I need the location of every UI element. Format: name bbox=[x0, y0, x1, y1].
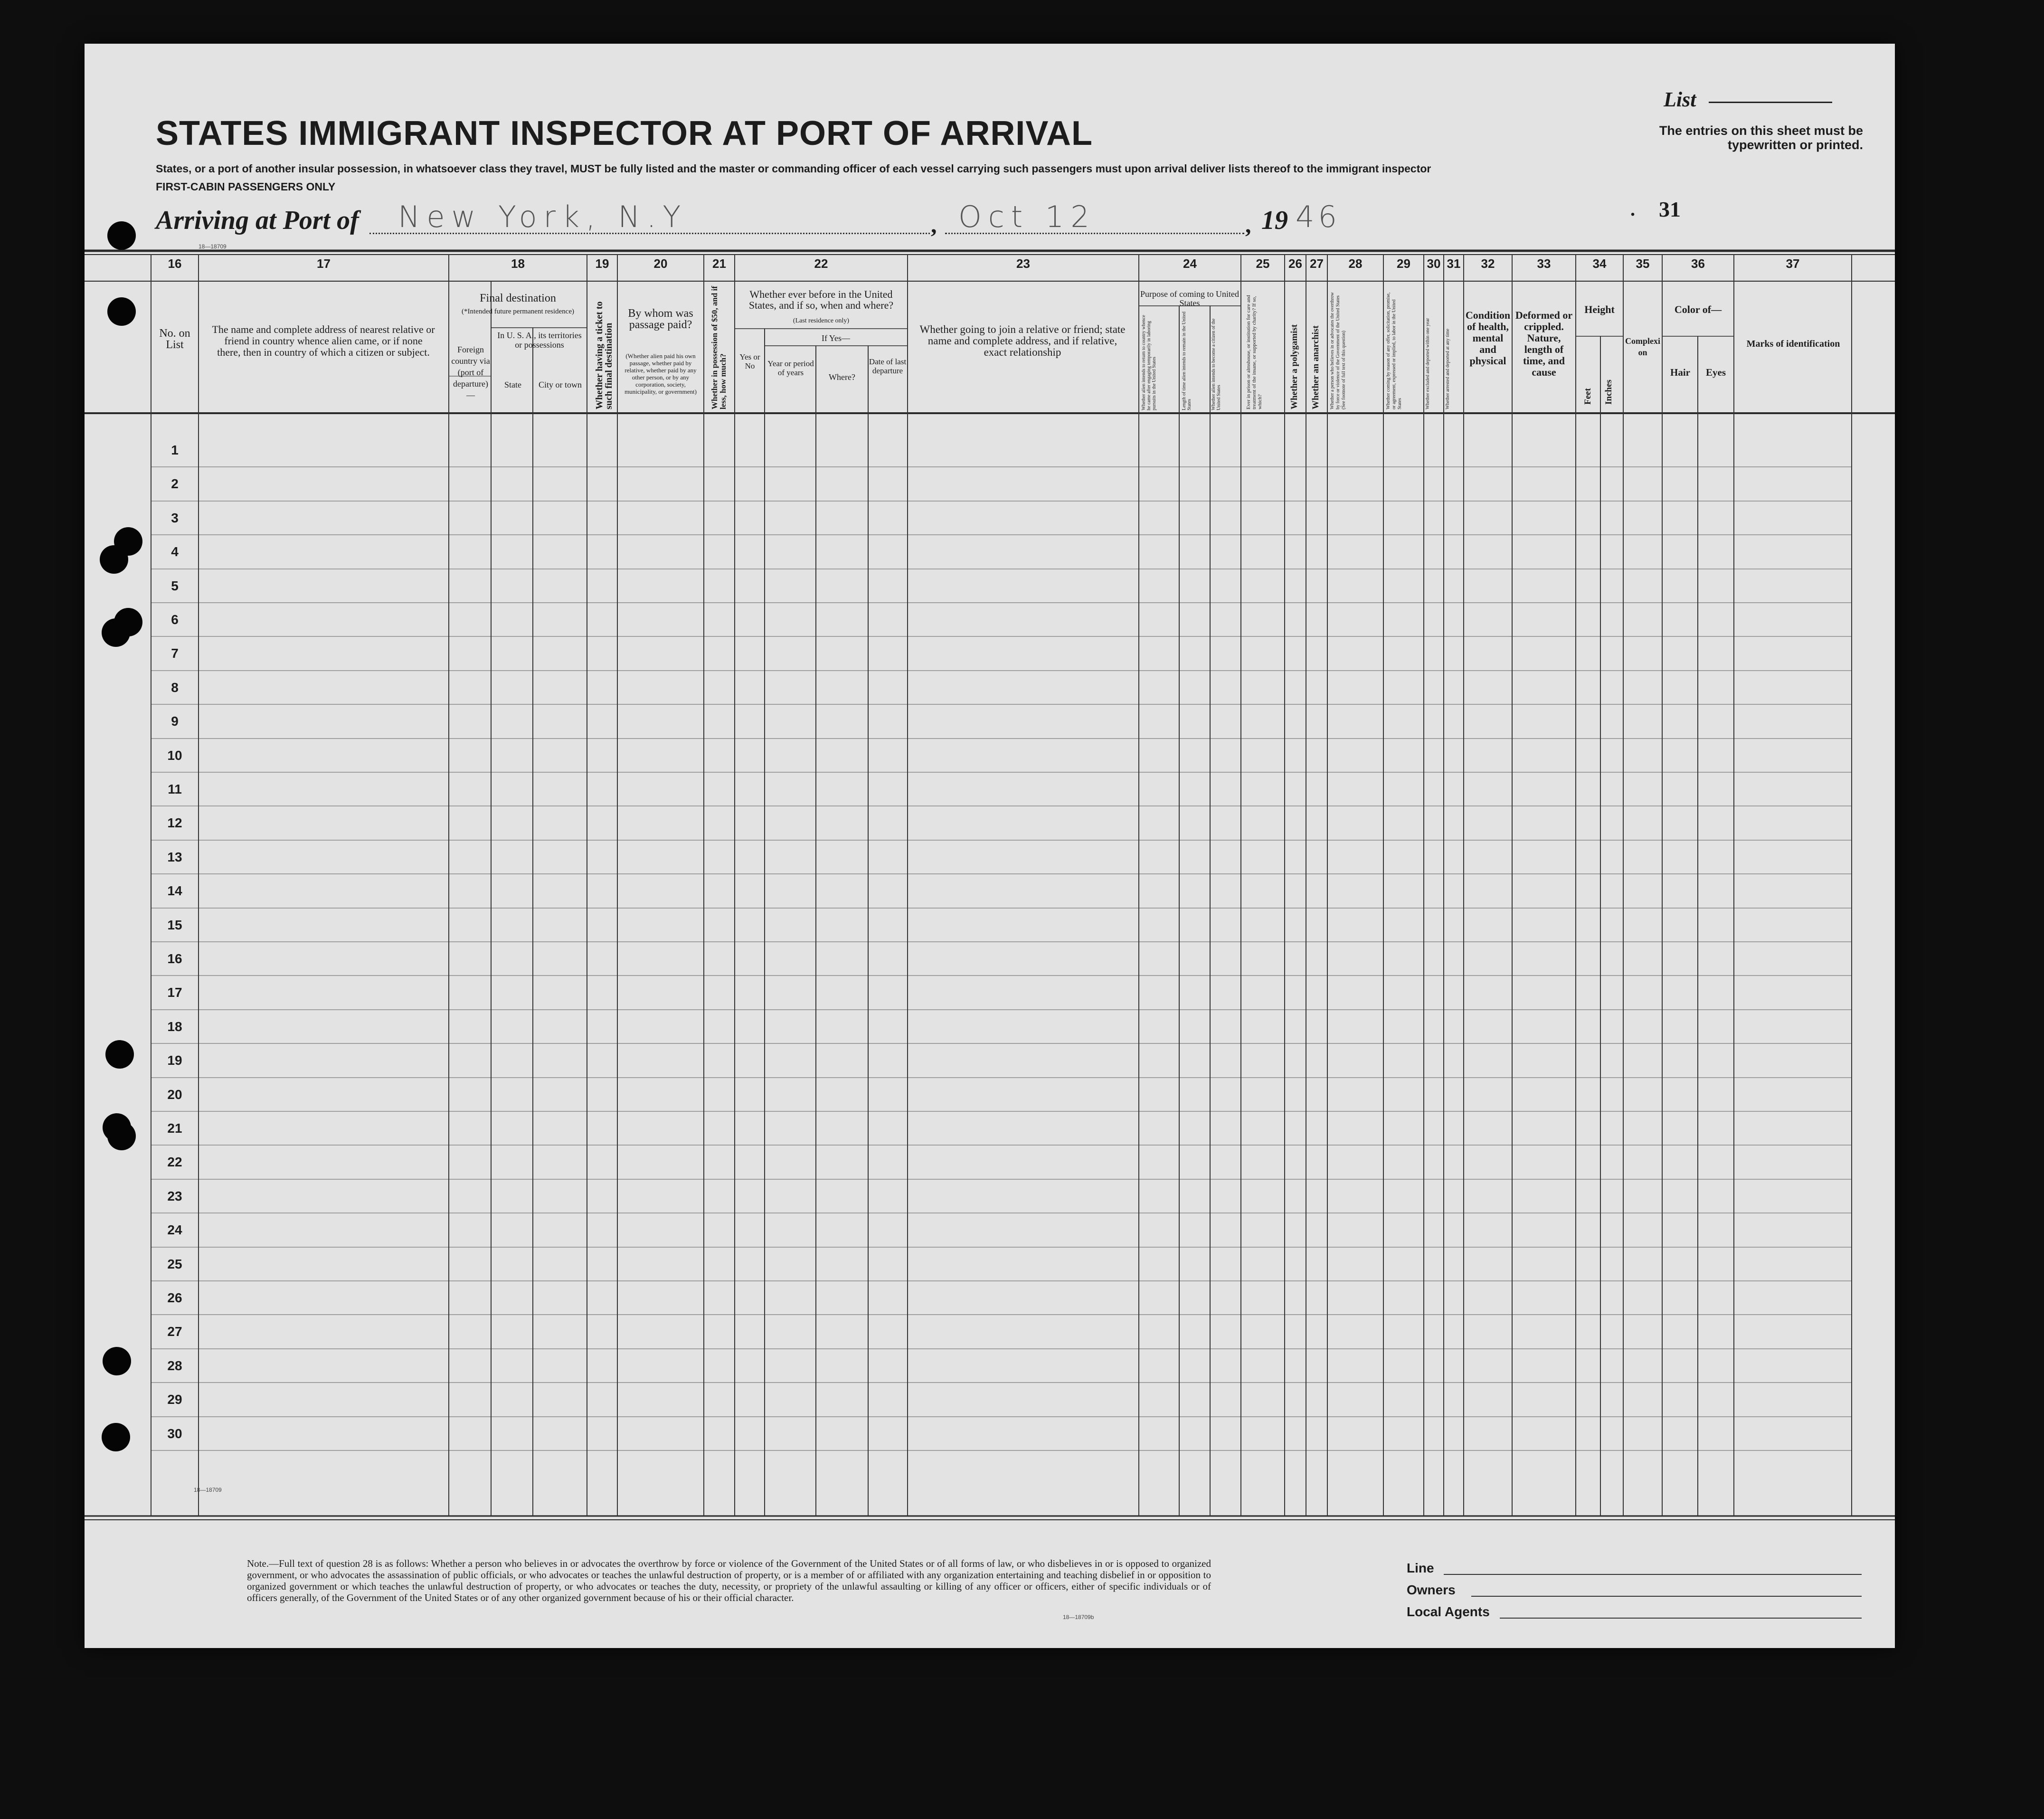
arriving-label: Arriving at Port of bbox=[156, 206, 359, 235]
row-number: 13 bbox=[167, 850, 182, 864]
local-agents-field[interactable] bbox=[1500, 1618, 1862, 1619]
header-excluded: Whether excluded and deported within one year bbox=[1425, 318, 1430, 409]
col-num-36: 36 bbox=[1691, 256, 1705, 271]
header-inches: Inches bbox=[1604, 379, 1614, 405]
header-purpose-b: Length of time alien intends to remain in the United States bbox=[1182, 311, 1192, 410]
passenger-class: FIRST-CABIN PASSENGERS ONLY bbox=[156, 180, 336, 193]
row-number: 27 bbox=[167, 1324, 182, 1339]
header-state: State bbox=[504, 380, 521, 389]
footnote-question-28: Note.—Full text of question 28 is as follows: Whether a person who believes in or advocates the overthrow by force or violence of the Government of the United States or of all forms of law, or who disbelieves in or is opposed to organized government, or who advocates the assassination of public officials, or who advocates or teaches the unlawful destruction of property, or is a member of or affiliated with any organization entertaining and teaching disbelief in or opposition to organized government or which teaches the unlawful destruction of property, or who advocates or teaches the duty, necessity, or propriety of the unlawful assaulting or killing of any officer or officers, either of specific individuals or of officers generally, of the Government of the United States or of any other organized government because of his or their official character. bbox=[247, 1558, 1211, 1603]
header-labor-offer: Whether coming by reason of any offer, solicitation, promise, or agreement, expressed or implied, to labor in the United States bbox=[1386, 292, 1402, 409]
col-num-20: 20 bbox=[653, 256, 668, 271]
row-number: 1 bbox=[171, 443, 179, 457]
col-num-33: 33 bbox=[1537, 256, 1551, 271]
form-number-table: 18—18709 bbox=[194, 1487, 222, 1493]
header-prison: Ever in prison or almshouse, or institution for care and treatment of the insane, or supported by charity? If so, which? bbox=[1246, 295, 1263, 409]
row-number: 4 bbox=[171, 544, 179, 559]
row-number: 7 bbox=[171, 646, 179, 661]
header-marks: Marks of identification bbox=[1746, 339, 1840, 349]
row-number: 19 bbox=[167, 1053, 182, 1068]
binder-hole bbox=[107, 221, 136, 250]
row-number: 12 bbox=[167, 815, 182, 830]
row-number: 9 bbox=[171, 714, 179, 729]
header-final-destination: Final destination bbox=[480, 292, 556, 304]
form-title: STATES IMMIGRANT INSPECTOR AT PORT OF ARRIVAL bbox=[156, 114, 1093, 152]
header-where: Where? bbox=[829, 372, 855, 382]
list-label: List bbox=[1664, 88, 1696, 111]
year-printed: 19 bbox=[1261, 206, 1288, 235]
header-eyes: Eyes bbox=[1706, 367, 1726, 378]
binder-hole bbox=[107, 1122, 136, 1150]
port-comma: , bbox=[931, 211, 937, 238]
header-going-to-join: Whether going to join a relative or friend; state name and complete address, and if relative, exact relationship bbox=[919, 323, 1126, 358]
row-number: 23 bbox=[167, 1189, 182, 1203]
row-number: 15 bbox=[167, 918, 182, 932]
row-number: 29 bbox=[167, 1392, 182, 1407]
local-agents-label: Local Agents bbox=[1407, 1604, 1490, 1619]
row-number: 6 bbox=[171, 612, 179, 627]
header-arrested: Whether arrested and deported at any time bbox=[1445, 329, 1450, 409]
header-passage-paid: By whom was passage paid? bbox=[628, 307, 693, 331]
col-num-29: 29 bbox=[1397, 256, 1410, 271]
header-purpose: Purpose of coming to United States bbox=[1140, 289, 1239, 308]
header-ever-before-note: (Last residence only) bbox=[793, 317, 850, 324]
row-number: 8 bbox=[171, 680, 179, 695]
header-deformed: Deformed or crippled. Nature, length of time, and cause bbox=[1515, 309, 1573, 378]
col-num-35: 35 bbox=[1636, 256, 1650, 271]
row-number: 28 bbox=[167, 1358, 182, 1373]
header-nearest-relative: The name and complete address of nearest relative or friend in country whence alien came, or if none there, then in country of which a citizen or subject. bbox=[212, 323, 435, 358]
header-ever-before: Whether ever before in the United States, and if so, when and where? bbox=[748, 288, 894, 311]
row-number: 2 bbox=[171, 476, 179, 491]
form-subtitle: States, or a port of another insular possession, in whatsoever class they travel, MUST be fully listed and the master or commanding officer of each vessel carrying such passengers must upon arrival deliver lists thereof to the immigrant inspector bbox=[156, 162, 1431, 175]
col-num-16: 16 bbox=[168, 256, 182, 271]
col-num-30: 30 bbox=[1427, 256, 1441, 271]
col-num-34: 34 bbox=[1592, 256, 1607, 271]
row-number: 22 bbox=[167, 1155, 182, 1169]
form-number-bottom: 18—18709b bbox=[1063, 1614, 1094, 1620]
row-number: 16 bbox=[167, 951, 182, 966]
page-number: 31 bbox=[1659, 197, 1681, 221]
row-number: 20 bbox=[167, 1087, 182, 1102]
line-label: Line bbox=[1407, 1561, 1434, 1575]
row-number: 18 bbox=[167, 1019, 182, 1034]
col-num-22: 22 bbox=[814, 256, 828, 271]
header-no-on-list: No. on List bbox=[159, 327, 190, 351]
owners-label: Owners bbox=[1407, 1582, 1456, 1597]
header-complexion: Complexion bbox=[1625, 336, 1660, 357]
header-purpose-a: Whether alien intends to return to country whence he came after engaging temporarily in laboring pursuits in the United States bbox=[1141, 315, 1157, 410]
header-overthrow: Whether a person who believes in or advocates the overthrow by force or violence of the Government of the United States (See footnote of full text of this question) bbox=[1330, 292, 1346, 409]
binder-hole bbox=[107, 297, 136, 326]
row-number: 24 bbox=[167, 1222, 182, 1237]
header-year-period: Year or period of years bbox=[767, 359, 814, 377]
header-city: City or town bbox=[538, 380, 582, 389]
year-handwritten: 46 bbox=[1296, 199, 1341, 234]
row-number: 10 bbox=[167, 748, 182, 763]
manifest-grid bbox=[85, 44, 1895, 1648]
row-number: 14 bbox=[167, 883, 182, 898]
header-in-usa: In U. S. A., its territories or possessions bbox=[497, 331, 582, 350]
binder-hole bbox=[102, 618, 130, 647]
header-feet: Feet bbox=[1583, 388, 1593, 405]
header-yes-no: Yes or No bbox=[739, 352, 760, 370]
col-num-28: 28 bbox=[1348, 256, 1363, 271]
header-possession-50: Whether in possession of $50, and if less, how much? bbox=[710, 286, 728, 409]
header-color-of: Color of— bbox=[1674, 303, 1722, 315]
col-num-21: 21 bbox=[712, 256, 726, 271]
col-num-23: 23 bbox=[1016, 256, 1030, 271]
row-number: 3 bbox=[171, 511, 179, 525]
col-num-24: 24 bbox=[1183, 256, 1197, 271]
header-health: Condition of health, mental and physical bbox=[1465, 309, 1511, 367]
header-if-yes: If Yes— bbox=[821, 333, 850, 343]
col-num-27: 27 bbox=[1310, 256, 1324, 271]
binder-hole bbox=[102, 1423, 130, 1451]
row-number: 26 bbox=[167, 1290, 182, 1305]
port-handwritten: New York, N.Y bbox=[398, 199, 688, 234]
binder-hole bbox=[105, 1040, 134, 1069]
header-hair: Hair bbox=[1670, 367, 1690, 378]
col-num-17: 17 bbox=[317, 256, 331, 271]
header-ticket: Whether having a ticket to such final destination bbox=[594, 301, 614, 409]
binder-hole bbox=[100, 545, 128, 574]
row-number: 30 bbox=[167, 1426, 182, 1441]
col-num-18: 18 bbox=[511, 256, 525, 271]
col-num-31: 31 bbox=[1447, 256, 1461, 271]
form-number-top: 18—18709 bbox=[199, 243, 227, 250]
col-num-26: 26 bbox=[1288, 256, 1302, 271]
header-passage-paid-note: (Whether alien paid his own passage, whether paid by relative, whether paid by any other person, or by any corporation, society, municipality, or government) bbox=[625, 352, 697, 395]
header-foreign-country: Foreign country via (port of departure)— bbox=[451, 345, 490, 400]
typewritten-note: The entries on this sheet must be typewritten or printed. bbox=[1659, 123, 1863, 152]
col-num-19: 19 bbox=[595, 256, 609, 271]
col-num-37: 37 bbox=[1786, 256, 1800, 271]
row-number: 5 bbox=[171, 578, 179, 593]
row-number: 11 bbox=[168, 782, 182, 796]
row-number: 25 bbox=[167, 1257, 182, 1271]
col-num-25: 25 bbox=[1256, 256, 1270, 271]
row-number: 17 bbox=[167, 985, 182, 1000]
header-polygamist: Whether a polygamist bbox=[1289, 324, 1299, 409]
header-anarchist: Whether an anarchist bbox=[1311, 325, 1321, 409]
owners-field[interactable] bbox=[1471, 1596, 1862, 1597]
header-purpose-c: Whether alien intends to become a citizen of the United States bbox=[1211, 318, 1221, 410]
row-number: 21 bbox=[167, 1121, 182, 1136]
header-height: Height bbox=[1584, 303, 1615, 315]
header-final-destination-note: (*Intended future permanent residence) bbox=[462, 308, 574, 315]
col-num-32: 32 bbox=[1481, 256, 1495, 271]
binder-hole bbox=[103, 1347, 131, 1375]
manifest-sheet bbox=[85, 44, 1895, 1648]
line-field[interactable] bbox=[1444, 1574, 1862, 1575]
date-comma: , bbox=[1245, 211, 1251, 238]
header-date-departure: Date of last departure bbox=[869, 357, 907, 375]
page-dot: . bbox=[1630, 199, 1635, 220]
date-handwritten: Oct 12 bbox=[958, 199, 1096, 234]
